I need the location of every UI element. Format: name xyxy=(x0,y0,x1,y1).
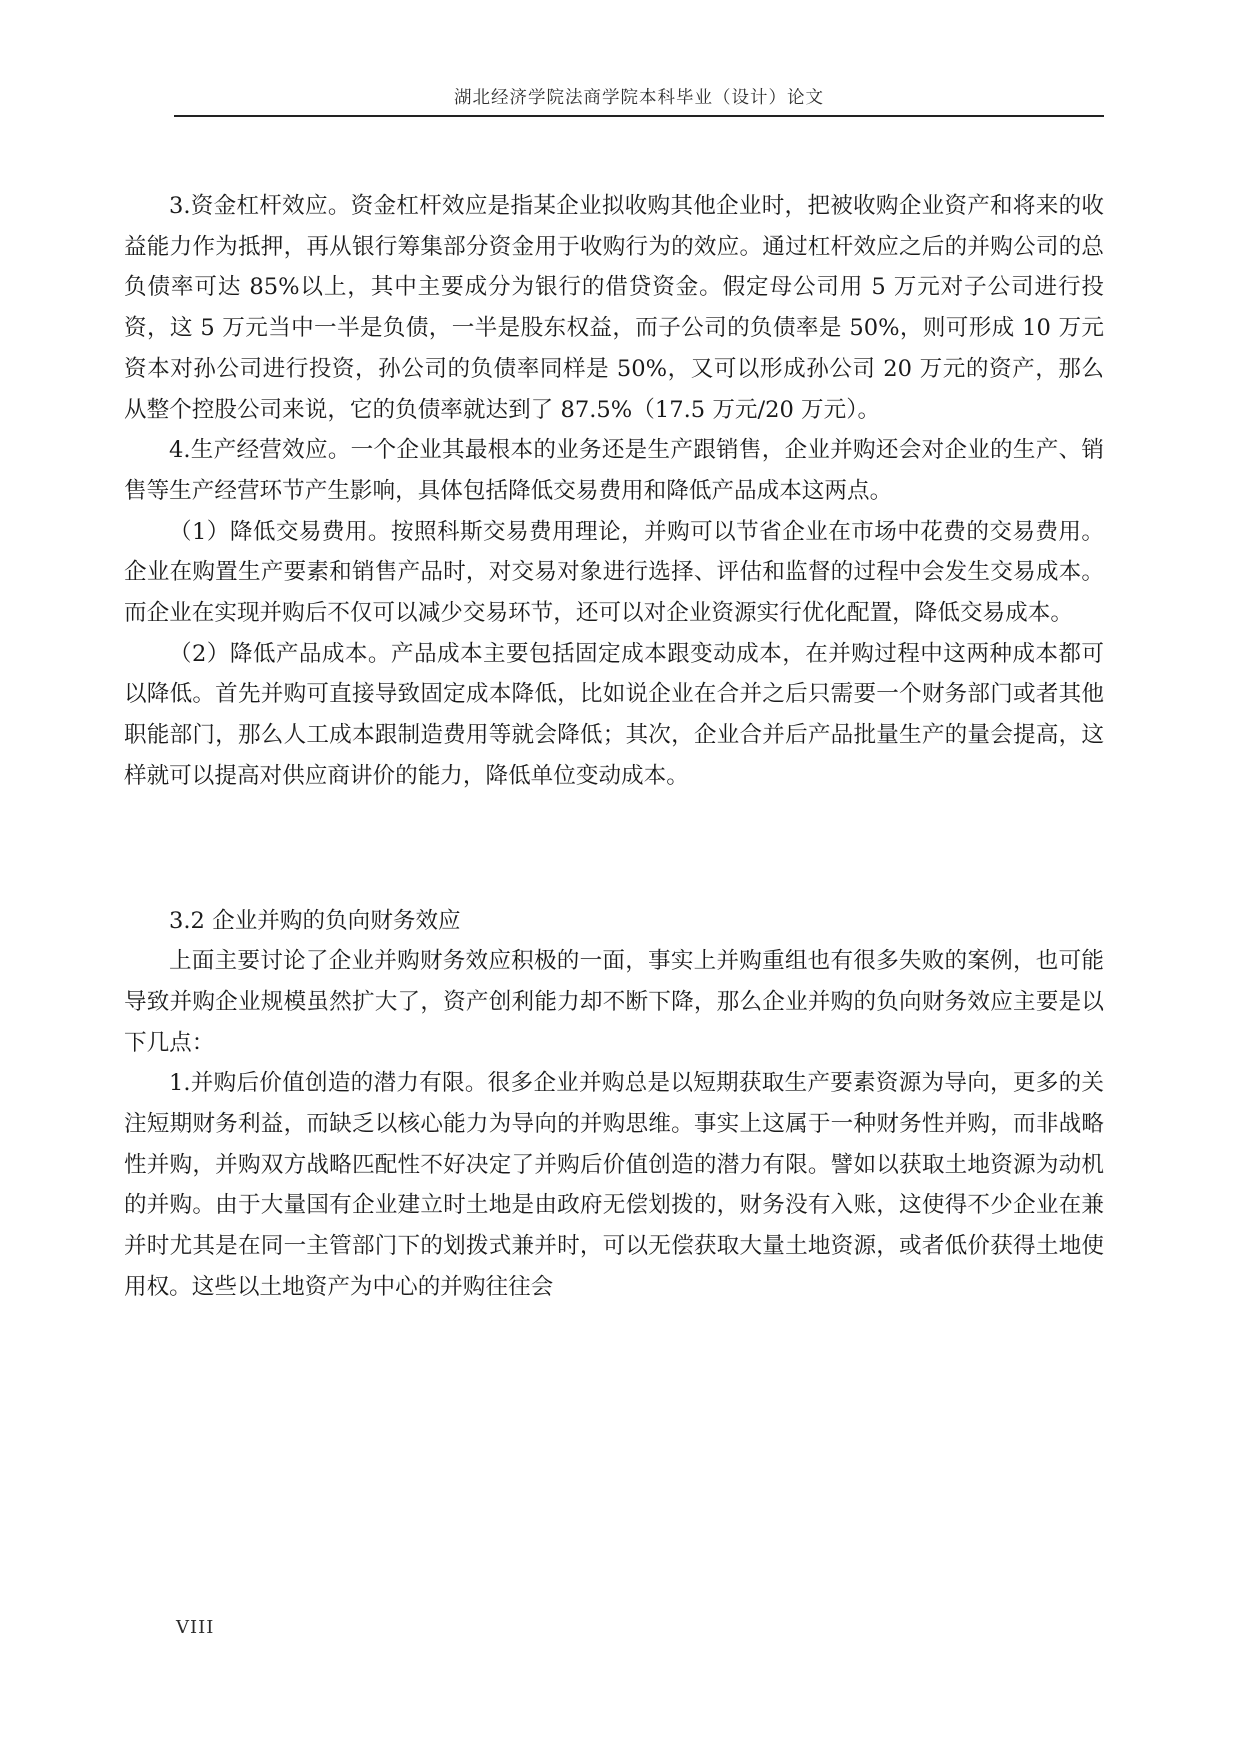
page-body xyxy=(124,186,1104,1308)
page-header-title: 湖北经济学院法商学院本科毕业（设计）论文 xyxy=(454,88,824,108)
page-number: VIII xyxy=(176,1617,215,1638)
paragraph: （1）降低交易费用。按照科斯交易费用理论，并购可以节省企业在市场中花费的交易费用。企业在购置生产要素和销售产品时，对交易对象进行选择、评估和监督的过程中会发生交易成本。而企业在实现并购后不仅可以减少交易环节，还可以对企业资源实行优化配置，降低交易成本。 xyxy=(124,518,1104,627)
paragraph: （2）降低产品成本。产品成本主要包括固定成本跟变动成本，在并购过程中这两种成本都可以降低。首先并购可直接导致固定成本降低，比如说企业在合并之后只需要一个财务部门或者其他职能部门，那么人工成本跟制造费用等就会降低；其次，企业合并后产品批量生产的量会提高，这样就可以提高对供应商讲价的能力，降低单位变动成本。 xyxy=(124,640,1104,789)
paragraph: 上面主要讨论了企业并购财务效应积极的一面，事实上并购重组也有很多失败的案例，也可能导致并购企业规模虽然扩大了，资产创利能力却不断下降，那么企业并购的负向财务效应主要是以下几点： xyxy=(124,948,1104,1056)
paragraph: 3.资金杠杆效应。资金杠杆效应是指某企业拟收购其他企业时，把被收购企业资产和将来的收益能力作为抵押，再从银行筹集部分资金用于收购行为的效应。通过杠杆效应之后的并购公司的总负债率可达 85%以上，其中主要成分为银行的借贷资金。假定母公司用 5 万元对子公司进行投资，这 5 万元当中一半是负债，一半是股东权益，而子公司的负债率是 50%，则可形成 10 万元资本对孙公司进行投资，孙公司的负债率同样是 50%，又可以形成孙公司 20 万元的资产，那么从整个控股公司来说，它的负债率就达到了 87.5%（17.5 万元/20 万元）。 xyxy=(124,193,1104,423)
paragraph: 1.并购后价值创造的潜力有限。很多企业并购总是以短期获取生产要素资源为导向，更多的关注短期财务利益，而缺乏以核心能力为导向的并购思维。事实上这属于一种财务性并购，而非战略性并购，并购双方战略匹配性不好决定了并购后价值创造的潜力有限。譬如以获取土地资源为动机的并购。由于大量国有企业建立时土地是由政府无偿划拨的，财务没有入账，这使得不少企业在兼并时尤其是在同一主管部门下的划拨式兼并时，可以无偿获取大量土地资源，或者低价获得土地使用权。这些以土地资产为中心的并购往往会 xyxy=(124,1070,1104,1300)
section-spacer xyxy=(124,797,1104,901)
header-divider xyxy=(174,115,1104,117)
paragraph: 4.生产经营效应。一个企业其最根本的业务还是生产跟销售，企业并购还会对企业的生产、销售等生产经营环节产生影响，具体包括降低交易费用和降低产品成本这两点。 xyxy=(124,437,1104,504)
section-heading: 3.2 企业并购的负向财务效应 xyxy=(169,907,461,934)
